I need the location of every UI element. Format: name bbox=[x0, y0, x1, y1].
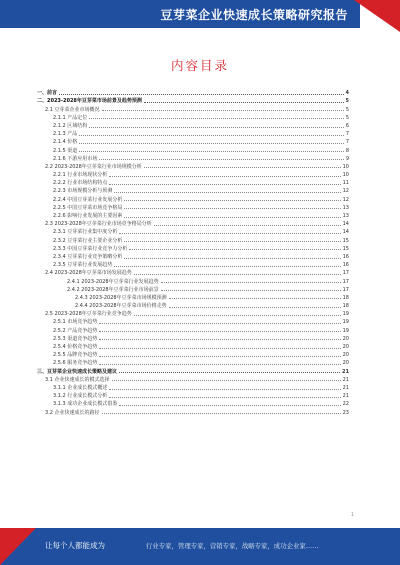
toc-entry[interactable] bbox=[37, 194, 349, 202]
toc-leader-dots bbox=[109, 396, 340, 398]
toc-entry[interactable] bbox=[37, 154, 349, 162]
toc-entry-page: 5 bbox=[345, 98, 349, 105]
toc-entry-label: 2.2.2 行业市场结构特点 bbox=[53, 180, 108, 187]
toc-leader-dots bbox=[109, 388, 340, 390]
toc-entry-page: 9 bbox=[345, 155, 349, 162]
toc-entry[interactable] bbox=[37, 342, 349, 350]
toc-entry[interactable] bbox=[37, 383, 349, 391]
toc-leader-dots bbox=[79, 150, 344, 152]
toc-entry[interactable] bbox=[37, 235, 349, 243]
toc-entry-page: 21 bbox=[342, 376, 349, 383]
toc-leader-dots bbox=[99, 355, 340, 357]
toc-entry-label: 2.3 2023-2028年豆芽菜行业市场竞争格局分析 bbox=[45, 221, 152, 228]
toc-entry-page: 5 bbox=[345, 114, 349, 121]
toc-entry-label: 2.1.1 产品定位 bbox=[53, 114, 88, 121]
toc-leader-dots bbox=[59, 93, 344, 95]
toc-entry-label: 2.1.2 区域结构 bbox=[53, 122, 88, 129]
toc-entry-label: 2.5.4 价格竞争趋势 bbox=[53, 344, 98, 350]
toc-leader-dots bbox=[169, 297, 341, 299]
toc-entry[interactable] bbox=[37, 104, 349, 112]
toc-leader-dots bbox=[161, 289, 341, 291]
toc-entry-page: 21 bbox=[342, 368, 349, 375]
toc-entry[interactable] bbox=[37, 203, 349, 211]
toc-entry[interactable] bbox=[37, 88, 349, 96]
toc-leader-dots bbox=[79, 142, 344, 144]
toc-leader-dots bbox=[99, 338, 340, 340]
toc-entry-label: 2.5.5 品牌竞争趋势 bbox=[53, 352, 98, 359]
footer-tagline: 行业专家，管理专家，营销专家，战略专家，成功企业家…… bbox=[146, 542, 319, 550]
toc-entry-label: 2.1 豆芽菜企业市场概况 bbox=[45, 106, 100, 113]
toc-entry-page: 20 bbox=[342, 335, 349, 342]
table-of-contents bbox=[37, 88, 349, 416]
toc-entry[interactable] bbox=[37, 129, 349, 137]
toc-entry[interactable] bbox=[37, 366, 349, 374]
toc-entry[interactable] bbox=[37, 219, 349, 227]
toc-entry-label: 2.5.2 产品竞争趋势 bbox=[53, 327, 98, 334]
toc-leader-dots bbox=[99, 347, 340, 349]
toc-entry-page: 16 bbox=[342, 253, 349, 260]
header-red-wedge bbox=[354, 0, 400, 32]
toc-entry-label: 2.2.6 影响行业发展的主要因素 bbox=[53, 213, 123, 219]
toc-entry-page: 23 bbox=[342, 409, 349, 416]
toc-entry-page: 14 bbox=[342, 229, 349, 236]
toc-entry-page: 20 bbox=[342, 344, 349, 350]
toc-leader-dots bbox=[134, 273, 341, 275]
toc-leader-dots bbox=[124, 207, 340, 209]
toc-entry-label: 2.2.3 市场规模分析与预测 bbox=[53, 188, 113, 195]
toc-leader-dots bbox=[134, 314, 341, 316]
toc-entry-label: 2.2.1 行业市场现状分析 bbox=[53, 172, 108, 179]
toc-leader-dots bbox=[161, 281, 341, 283]
toc-leader-dots bbox=[99, 330, 340, 332]
toc-entry-label: 2.4 2023-2028年豆芽菜市场发展趋势 bbox=[45, 270, 132, 277]
toc-entry[interactable] bbox=[37, 399, 349, 407]
toc-leader-dots bbox=[99, 158, 344, 160]
toc-entry[interactable] bbox=[37, 325, 349, 333]
toc-entry-label: 2.2 2023-2028年豆芽菜行业市场规模分析 bbox=[45, 163, 142, 170]
toc-entry-label: 2.5.1 市场竞争趋势 bbox=[53, 319, 98, 326]
toc-entry-label: 2.1.5 渠道 bbox=[53, 147, 78, 154]
toc-entry-page: 20 bbox=[342, 360, 349, 367]
toc-leader-dots bbox=[124, 216, 340, 218]
toc-entry[interactable] bbox=[37, 227, 349, 235]
toc-entry[interactable] bbox=[37, 96, 349, 104]
toc-leader-dots bbox=[102, 412, 341, 414]
report-header bbox=[0, 0, 400, 32]
toc-leader-dots bbox=[89, 117, 344, 119]
toc-entry[interactable] bbox=[37, 375, 349, 383]
toc-entry-label: 一、前言 bbox=[37, 90, 58, 97]
toc-entry-page: 18 bbox=[342, 294, 349, 301]
toc-entry[interactable] bbox=[37, 137, 349, 145]
toc-entry-page: 10 bbox=[342, 163, 349, 170]
toc-entry[interactable] bbox=[37, 391, 349, 399]
toc-entry-page: 15 bbox=[342, 237, 349, 244]
toc-entry-label: 2.5.3 渠道竞争趋势 bbox=[53, 335, 98, 342]
toc-entry-page: 16 bbox=[342, 262, 349, 269]
toc-entry[interactable] bbox=[37, 285, 349, 293]
toc-entry-page: 11 bbox=[342, 180, 349, 187]
toc-leader-dots bbox=[99, 322, 340, 324]
toc-leader-dots bbox=[129, 248, 340, 250]
toc-entry-label: 3.1.3 成功企业成长模式借鉴 bbox=[53, 401, 118, 408]
toc-entry[interactable] bbox=[37, 350, 349, 358]
toc-entry-label: 2.2.4 中国豆芽菜行业发展分析 bbox=[53, 196, 123, 203]
toc-leader-dots bbox=[114, 191, 340, 193]
toc-entry-page: 22 bbox=[342, 401, 349, 408]
toc-leader-dots bbox=[119, 404, 340, 406]
report-footer bbox=[0, 528, 400, 565]
toc-entry[interactable] bbox=[37, 113, 349, 121]
toc-entry-label: 2.4.1 2023-2028年豆芽菜行业发展趋势 bbox=[67, 278, 159, 285]
toc-entry-label: 2.5 2023-2028年豆芽菜行业竞争趋势 bbox=[45, 311, 132, 318]
toc-entry[interactable] bbox=[37, 170, 349, 178]
report-title: 豆芽菜企业快速成长策略研究报告 bbox=[160, 8, 348, 22]
toc-entry-label: 2.1.3 产品 bbox=[53, 131, 78, 138]
toc-leader-dots bbox=[109, 175, 340, 177]
toc-entry-label: 2.3.4 豆芽菜行业竞争策略分析 bbox=[53, 253, 123, 260]
toc-entry-label: 3.1.1 企业成长模式概述 bbox=[53, 384, 108, 391]
toc-entry-page: 7 bbox=[345, 131, 349, 138]
footer-slogan: 让每个人都能成为 bbox=[45, 541, 105, 550]
toc-leader-dots bbox=[154, 224, 341, 226]
toc-entry[interactable] bbox=[37, 301, 349, 309]
toc-entry-label: 二、2023-2028年豆芽菜市场前景及趋势预测 bbox=[37, 98, 142, 105]
toc-entry-page: 5 bbox=[345, 106, 349, 113]
toc-entry[interactable] bbox=[37, 407, 349, 415]
toc-entry-label: 3.1 企业快速成长的模式选择 bbox=[45, 376, 110, 383]
toc-entry-page: 19 bbox=[342, 327, 349, 334]
page-number: 1 bbox=[350, 512, 354, 518]
toc-entry[interactable] bbox=[37, 252, 349, 260]
toc-entry-page: 7 bbox=[345, 139, 349, 146]
toc-leader-dots bbox=[79, 134, 344, 136]
toc-leader-dots bbox=[124, 257, 340, 259]
toc-entry[interactable] bbox=[37, 358, 349, 366]
toc-leader-dots bbox=[109, 183, 340, 185]
toc-entry-page: 18 bbox=[342, 303, 349, 310]
toc-entry[interactable] bbox=[37, 178, 349, 186]
toc-leader-dots bbox=[89, 126, 344, 128]
toc-leader-dots bbox=[144, 166, 341, 168]
toc-leader-dots bbox=[169, 306, 341, 308]
toc-entry-label: 2.5.6 服务竞争趋势 bbox=[53, 360, 98, 367]
toc-entry-label: 2.4.3 2023-2028年豆芽菜市场规模预测 bbox=[75, 294, 167, 301]
toc-entry[interactable] bbox=[37, 162, 349, 170]
footer-red-wedge bbox=[0, 528, 36, 565]
toc-leader-dots bbox=[112, 379, 341, 381]
toc-entry-page: 12 bbox=[342, 196, 349, 203]
toc-entry-page: 8 bbox=[345, 147, 349, 154]
toc-entry[interactable] bbox=[37, 293, 349, 301]
toc-entry[interactable] bbox=[37, 211, 349, 219]
toc-entry-label: 2.3.2 豆芽菜行业主要企业分析 bbox=[53, 237, 123, 244]
toc-entry-label: 2.3.3 中国豆芽菜行业竞争力分析 bbox=[53, 245, 128, 252]
toc-entry-page: 20 bbox=[342, 352, 349, 359]
toc-entry-page: 4 bbox=[345, 90, 349, 97]
toc-leader-dots bbox=[119, 232, 340, 234]
toc-entry-label: 3.2 企业快速成长的路径 bbox=[45, 409, 100, 416]
toc-entry-page: 19 bbox=[342, 311, 349, 318]
toc-entry-page: 17 bbox=[342, 278, 349, 285]
toc-entry-label: 2.4.4 2023-2028年豆芽菜市场价格走势 bbox=[75, 303, 167, 310]
toc-entry-page: 19 bbox=[342, 319, 349, 326]
toc-leader-dots bbox=[144, 101, 344, 103]
toc-entry-label: 三、豆芽菜企业快速成长策略及建议 bbox=[37, 368, 118, 375]
toc-entry-label: 2.3.1 豆芽菜行业集中度分析 bbox=[53, 229, 118, 236]
toc-entry[interactable] bbox=[37, 121, 349, 129]
toc-entry[interactable] bbox=[37, 145, 349, 153]
toc-entry-page: 13 bbox=[342, 204, 349, 211]
toc-entry-page: 13 bbox=[342, 213, 349, 219]
toc-entry-page: 6 bbox=[345, 122, 349, 129]
toc-entry[interactable] bbox=[37, 317, 349, 325]
toc-entry[interactable] bbox=[37, 334, 349, 342]
toc-leader-dots bbox=[124, 240, 340, 242]
toc-entry-label: 2.3.5 豆芽菜行业发展趋势 bbox=[53, 262, 113, 269]
toc-leader-dots bbox=[99, 363, 340, 365]
toc-entry[interactable] bbox=[37, 276, 349, 284]
toc-entry[interactable] bbox=[37, 309, 349, 317]
toc-entry-page: 14 bbox=[342, 221, 349, 228]
toc-entry[interactable] bbox=[37, 268, 349, 276]
toc-entry-page: 12 bbox=[342, 188, 349, 195]
toc-entry-label: 2.4.2 2023-2028年豆芽菜行业市场前景 bbox=[67, 286, 159, 293]
toc-leader-dots bbox=[119, 371, 340, 373]
toc-heading: 内容目录 bbox=[170, 58, 229, 73]
toc-entry-page: 17 bbox=[342, 286, 349, 293]
toc-leader-dots bbox=[102, 109, 344, 111]
toc-leader-dots bbox=[124, 199, 340, 201]
toc-entry-label: 2.2.5 中国豆芽菜市场竞争格局 bbox=[53, 204, 123, 211]
toc-entry-page: 21 bbox=[342, 393, 349, 400]
toc-entry-page: 17 bbox=[342, 270, 349, 277]
toc-entry-page: 15 bbox=[342, 245, 349, 252]
toc-entry-label: 2.1.4 价格 bbox=[53, 139, 78, 146]
toc-entry[interactable] bbox=[37, 260, 349, 268]
toc-entry-label: 3.1.2 行业成长模式分析 bbox=[53, 393, 108, 400]
toc-entry-page: 10 bbox=[342, 172, 349, 179]
toc-entry-label: 2.1.6 下游应用市场 bbox=[53, 155, 98, 162]
toc-entry[interactable] bbox=[37, 186, 349, 194]
toc-entry[interactable] bbox=[37, 244, 349, 252]
toc-entry-page: 21 bbox=[342, 384, 349, 391]
toc-leader-dots bbox=[114, 265, 340, 267]
